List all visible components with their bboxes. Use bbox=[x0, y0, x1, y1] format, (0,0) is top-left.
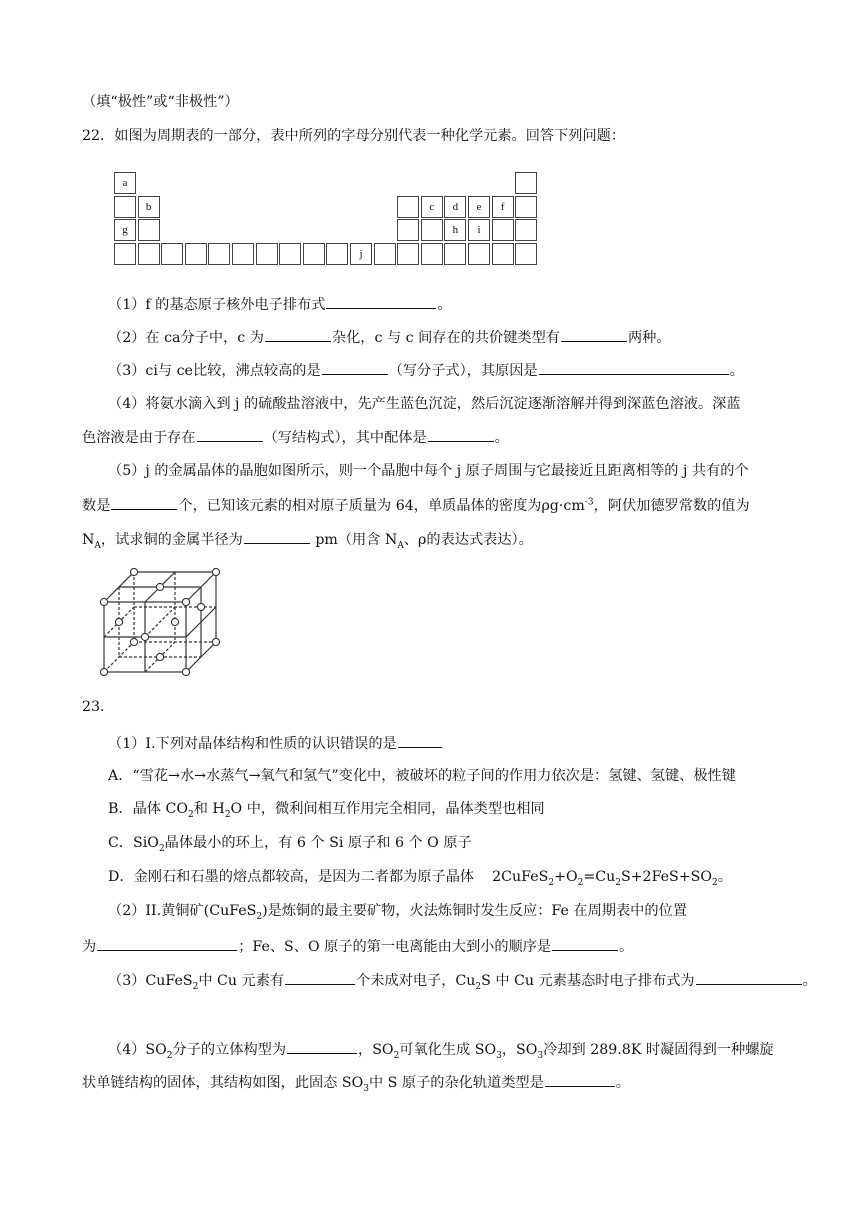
element-cell-a: a bbox=[114, 172, 136, 194]
element-cell bbox=[397, 243, 419, 265]
element-cell bbox=[138, 219, 160, 241]
q23-option-a: A．“雪花→水→水蒸气→氧气和氢气”变化中，被破坏的粒子间的作用力依次是：氢键、氢键、极性键 bbox=[108, 768, 736, 784]
element-cell-i: i bbox=[468, 219, 490, 241]
element-cell bbox=[256, 243, 278, 265]
element-cell bbox=[185, 243, 207, 265]
element-cell bbox=[232, 243, 254, 265]
element-cell-h: h bbox=[444, 219, 466, 241]
q22-part-4a: （4）将氨水滴入到 j 的硫酸盐溶液中，先产生蓝色沉淀，然后沉淀逐渐溶解并得到深蓝色溶液。深蓝 bbox=[108, 396, 741, 412]
q23-part-2a: （2）II.黄铜矿(CuFeS$_2$)是炼铜的最主要矿物，火法炼铜时发生反应：Fe 在周期表中的位置 bbox=[108, 903, 687, 922]
q22-part-2: （2）在 ca分子中，c 为 杂化，c 与 c 间存在的共价键类型有 两种。 bbox=[108, 327, 671, 348]
element-cell bbox=[492, 243, 514, 265]
fill-hint: （填“极性”或“非极性”） bbox=[82, 94, 239, 110]
element-cell bbox=[492, 219, 514, 241]
element-cell bbox=[138, 243, 160, 265]
element-cell bbox=[421, 243, 443, 265]
element-cell bbox=[468, 243, 490, 265]
element-cell bbox=[444, 243, 466, 265]
element-cell-b: b bbox=[138, 196, 160, 218]
element-cell bbox=[374, 243, 396, 265]
element-cell bbox=[326, 243, 348, 265]
element-cell bbox=[515, 243, 537, 265]
element-cell-f: f bbox=[492, 196, 514, 218]
element-cell-e: e bbox=[468, 196, 490, 218]
q23-option-c: C．SiO$_2$晶体最小的环上，有 6 个 Si 原子和 6 个 O 原子 bbox=[108, 835, 472, 854]
question-22-stem: 22．如图为周期表的一部分，表中所列的字母分别代表一种化学元素。回答下列问题： bbox=[82, 128, 626, 144]
q22-part-3: （3）ci与 ce比较，沸点较高的是 （写分子式），其原因是 。 bbox=[108, 360, 744, 381]
element-cell-c: c bbox=[421, 196, 443, 218]
q23-part-4a: $(4)SO_2$分子的立体构型为 ，$SO_2$可氧化生成 $SO_3$，$SO_3$冷却到 289.8K 时凝固得到一种螺旋 bbox=[108, 1039, 774, 1060]
element-cell bbox=[161, 243, 183, 265]
q23-option-b: B．晶体 $CO_2$和 $H_2O$ 中，微利间相互作用完全相同，晶体类型也相同 bbox=[108, 801, 545, 820]
element-cell bbox=[515, 172, 537, 194]
q22-part-1: （1）f 的基态原子核外电子排布式 。 bbox=[108, 294, 452, 315]
element-cell bbox=[515, 219, 537, 241]
element-cell bbox=[397, 196, 419, 218]
q23-part-3: （3）CuFeS$_2$中 Cu 元素有 个未成对电子，$Cu_2S$ 中 Cu 元素基态时电子排布式为 。 bbox=[108, 970, 817, 991]
unit-cell-figure bbox=[98, 566, 230, 678]
q23-part-1: （1）I.下列对晶体结构和性质的认识错误的是 bbox=[108, 733, 443, 754]
q22-part-4b: 色溶液是由于存在 （写结构式），其中配体是 。 bbox=[82, 427, 509, 448]
q23-part-2b: 为 ；Fe、S、O 原子的第一电离能由大到小的顺序是 。 bbox=[82, 936, 633, 957]
element-cell-j: j bbox=[350, 243, 372, 265]
element-cell bbox=[114, 196, 136, 218]
q22-part-5b: 数是 个，已知该元素的相对原子质量为 64，单质晶体的密度为$\rho g\cdot cm^{-3}$，阿伏加德罗常数的值为 bbox=[82, 495, 750, 516]
element-cell bbox=[114, 243, 136, 265]
q23-option-d: D．金刚石和石墨的熔点都较高，是因为二者都为原子晶体 $2CuFeS_2+O_2=Cu_2S+2FeS+SO_2$。 bbox=[108, 869, 732, 888]
question-23-number: 23． bbox=[82, 699, 115, 715]
element-cell bbox=[421, 219, 443, 241]
q22-part-5a: （5）j 的金属晶体的晶胞如图所示，则一个晶胞中每个 j 原子周围与它最接近且距离相等的 j 共有的个 bbox=[108, 463, 749, 479]
element-cell bbox=[303, 243, 325, 265]
element-cell bbox=[279, 243, 301, 265]
element-cell bbox=[208, 243, 230, 265]
element-cell bbox=[397, 219, 419, 241]
q23-part-4b: 状单链结构的固体，其结构如图，此固态 $SO_3$中 S 原子的杂化轨道类型是 。 bbox=[82, 1072, 630, 1093]
element-cell-d: d bbox=[444, 196, 466, 218]
q22-part-5c: $N_A$，试求铜的金属半径为 pm（用含 $N_A$、ρ的表达式表达）。 bbox=[82, 529, 533, 550]
element-cell bbox=[515, 196, 537, 218]
element-cell-g: g bbox=[114, 219, 136, 241]
